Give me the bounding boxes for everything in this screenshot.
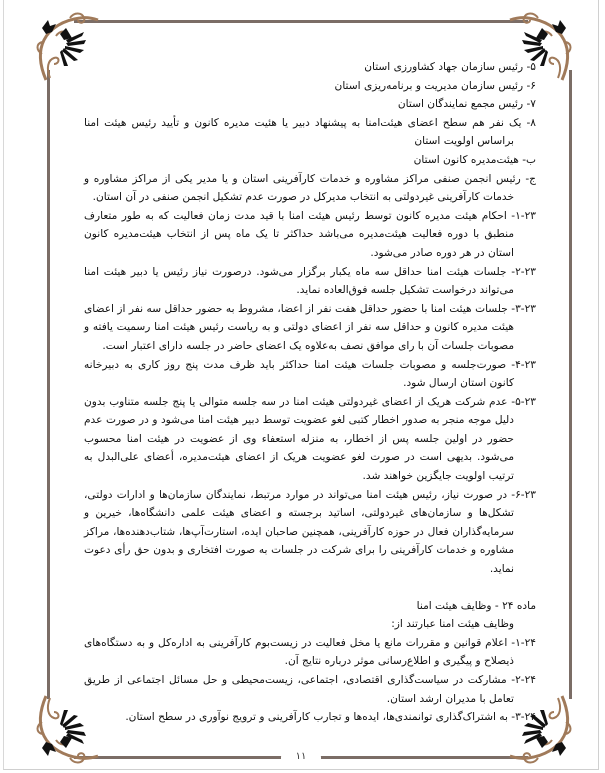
spacer [84,579,536,597]
page-number: ۱۱ [281,745,321,769]
frame-border-right [569,70,572,699]
clause: ۲-۲۳- جلسات هیئت امنا حداقل سه ماه یکبار برگزار می‌شود. درصورت نیاز رئیس یا دبیر هیئت امنا می‌تواند درخواست تشکیل جلسه فوق‌العاده نماید. [84,265,536,297]
clause: ۳-۲۳- جلسات هیئت امنا با حضور حداقل هفت نفر از اعضا، مشروط به حضور حداقل سه نفر از اعضای هیئت مدیره کانون و حداقل سه نفر از اعضای دولتی و به ریاست رئیس هیئت امنا رسمیت یافته و مصوبات جلسات آن با رای موافق نصف به‌علاوه یک اعضای حاضر در جلسه دارای اعتبار است. [84,302,536,352]
article-intro: وظایف هیئت امنا عبارتند از: [391,618,514,631]
list-item: ۸- یک نفر هم سطح اعضای هیئت‌امنا به پیشنهاد دبیر یا هئیت مدیره کانون و تأیید رئیس هیئت امنا براساس اولویت استان [84,116,536,148]
list-item: ۷- رئیس مجمع نمایندگان استان [397,98,536,111]
clause: ۳-۲۴- به اشتراک‌گذاری توانمندی‌ها، ایده‌ها و تجارب کارآفرینی و ترویج نوآوری در سطح استان. [125,711,536,724]
clause: ۱-۲۳- احکام هیئت مدیره کانون توسط رئیس هیئت امنا با قید مدت زمان فعالیت که به طور متعارف منطبق با دوره فعالیت هیئت‌مدیره می‌باشد حداکثر تا یک ماه پس از انتخاب هیئت‌مدیره کانون استان در هر دوره صادر می‌شود. [84,209,536,259]
paragraph: ج- رئیس انجمن صنفی مراکز مشاوره و خدمات کارآفرینی استان و یا مدیر یکی از مراکز مشاوره و خدمات کارآفرینی غیردولتی به انتخاب مدیرکل در صورت عدم تشکیل انجمن صنفی در آن استان. [84,172,536,204]
clause: ۲-۲۴- مشارکت در سیاست‌گذاری اقتصادی، اجتماعی، زیست‌محیطی و حل مسائل اجتماعی از طریق تعامل با مدیران ارشد استان. [84,674,536,705]
clause: ۵-۲۳- عدم شرکت هریک از اعضای غیردولتی هیئت امنا در سه جلسه متوالی یا پنج جلسه متناوب بدون دلیل موجه منجر به صدور اخطار کتبی لغو عضویت توسط دبیر هیئت امنا می‌شود و در صورت عدم حضور در اولین جلسه پس از اخطار، به منزله استعفاء وی از عضویت در هیئت امنا محسوب می‌شود. بدیهی است در صورت لغو عضویت هریک از اعضای هیئت‌مدیره، أعضای علی‌البدل به ترتیب اولویت جایگزین خواهند شد. [84,395,536,483]
document-body [84,58,536,727]
list-item: ۶- رئیس سازمان مدیریت و برنامه‌ریزی استان [334,79,536,92]
frame-border-top [74,20,528,23]
section-heading: ب- هیئت‌مدیره کانون استان [413,153,536,166]
article-title: ماده ۲۴ - وظایف هیئت امنا [416,599,536,612]
clause: ۶-۲۳- در صورت نیاز، رئیس هیئت امنا می‌تواند در موارد مرتبط، نمایندگان سازمان‌ها و ادارات دولتی، تشکل‌ها و سازمان‌های غیردولتی، اساتید برجسته و اعضای هیئت علمی دانشگاه‌ها، خیرین و سرمایه‌گذاران فعال در حوزه کارآفرینی، همچنین صاحبان ایده، استارت‌آپ‌ها، شتاب‌دهنده‌ها، مراکز مشاوره و خدمات کارآفرینی را برای شرکت در جلسات به صورت افتخاری و بدون حق رأی دعوت نماید. [84,488,536,576]
frame-border-left [47,70,50,699]
clause: ۱-۲۴- اعلام قوانین و مقررات مانع یا مخل فعالیت در زیست‌بوم کارآفرینی به اداره‌کل و به دستگاه‌های ذیصلاح و پیگیری و اطلاع‌رسانی موثر درباره نتایج آن. [84,636,536,668]
list-item: ۵- رئیس سازمان جهاد کشاورزی استان [364,61,536,73]
clause: ۴-۲۳- صورت‌جلسه و مصوبات جلسات هیئت امنا حداکثر باید ظرف مدت پنج روز کاری به دبیرخانه کانون استان ارسال شود. [84,358,536,390]
